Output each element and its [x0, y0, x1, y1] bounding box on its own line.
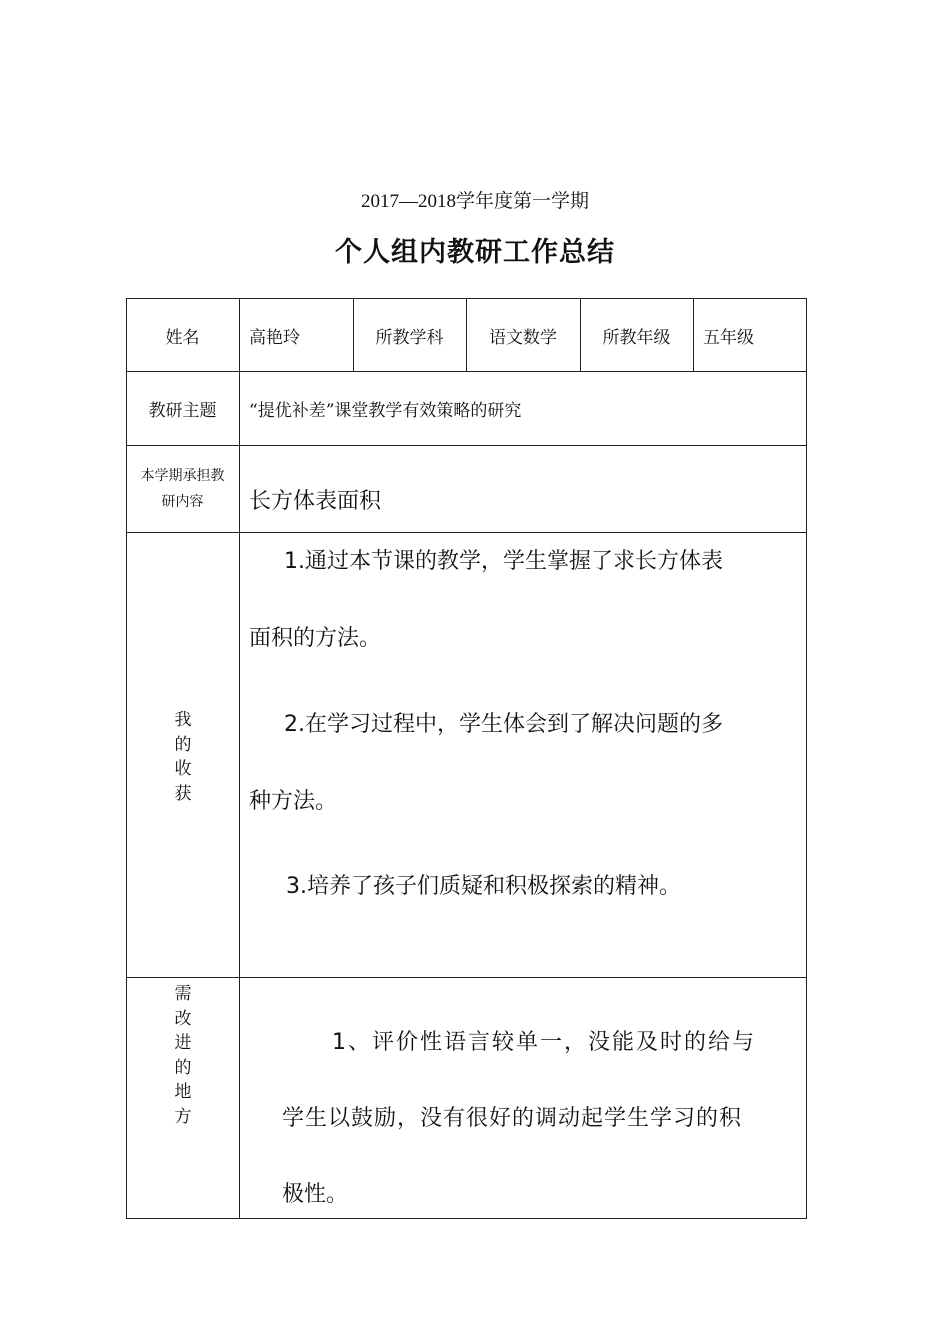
improve-label-char: 方 [174, 1106, 192, 1127]
grade-label: 所教年级 [602, 327, 671, 348]
grade-value: 五年级 [703, 327, 754, 348]
gains-line: 面积的方法。 [249, 626, 382, 651]
gains-line: 2.在学习过程中，学生体会到了解决问题的多 [284, 712, 723, 737]
content-label-line1: 本学期承担教 [140, 467, 225, 484]
topic-label: 教研主题 [148, 400, 217, 421]
improve-label [168, 982, 198, 1129]
gains-label-char: 获 [174, 783, 192, 804]
subject-value: 语文数学 [489, 327, 557, 348]
table-border-bottom [126, 1218, 807, 1219]
table-column-divider [239, 298, 240, 1219]
content-value: 长方体表面积 [249, 489, 382, 514]
name-label: 姓名 [165, 327, 200, 348]
content-label-line2: 研内容 [161, 493, 204, 510]
gains-line: 种方法。 [249, 789, 338, 814]
table-column-divider [693, 298, 694, 372]
gains-label-char: 收 [174, 759, 192, 779]
improve-line: 极性。 [282, 1182, 349, 1207]
improve-label-char: 的 [174, 1057, 192, 1078]
subject-label: 所教学科 [375, 327, 444, 348]
improve-label-char: 地 [174, 1082, 192, 1102]
page-title: 个人组内教研工作总结 [335, 237, 615, 268]
content-label [126, 445, 239, 532]
gains-label [168, 708, 198, 806]
table-rule [126, 977, 807, 978]
gains-line: 1.通过本节课的教学，学生掌握了求长方体表 [284, 549, 723, 574]
table-border-right [806, 298, 807, 1219]
term-subtitle: 2017—2018学年度第一学期 [360, 191, 589, 212]
gains-label-char: 的 [174, 734, 192, 755]
table-rule [126, 532, 807, 533]
improve-line: 学生以鼓励，没有很好的调动起学生学习的积 [282, 1106, 743, 1131]
improve-label-char: 进 [174, 1033, 192, 1053]
name-value: 高艳玲 [249, 327, 300, 348]
gains-line: 3.培养了孩子们质疑和积极探索的精神。 [286, 874, 681, 899]
improve-line: 1、评价性语言较单一，没能及时的给与 [332, 1030, 756, 1055]
improve-label-char: 改 [174, 1008, 192, 1029]
gains-label-char: 我 [174, 710, 192, 730]
topic-value: “提优补差”课堂教学有效策略的研究 [249, 400, 522, 421]
improve-label-char: 需 [174, 984, 192, 1004]
summary-table [126, 298, 807, 1220]
